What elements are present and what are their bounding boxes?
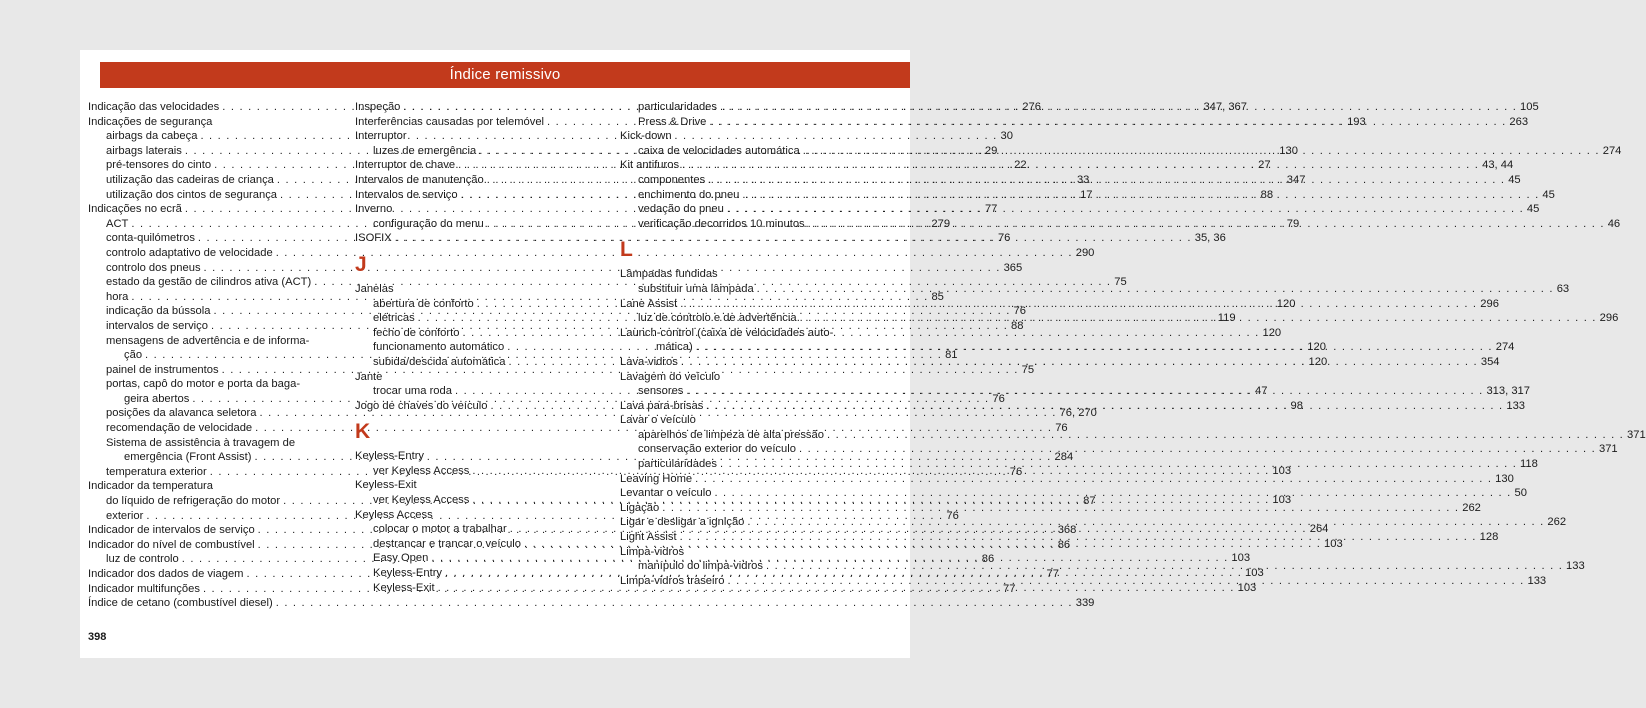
dot-leader [766,559,1563,574]
dot-leader [727,202,1524,217]
entry-text: Kit antifuros [620,159,680,172]
entry-page-ref: 347, 367 [1203,101,1247,113]
entry-text: estado da gestão de cilindros ativa (ACT) [106,276,312,289]
entry-page-ref: 120 [1307,341,1326,354]
dot-leader [686,384,1483,399]
entry-text: destrancar e trancar o veículo [373,537,521,550]
entry-page-ref: 76 [946,509,959,522]
entry-text: painel de instrumentos [106,363,219,376]
entry-text: recomendação de velocidade [106,422,253,435]
entry-text: ver Keyless Access [373,494,470,507]
entry-text: elétricas [373,312,415,325]
entry-page-ref: 279 [931,217,951,230]
index-entry [620,472,1514,487]
entry-text: Keyless-Exit [373,581,435,594]
entry-text: Indicador dos dados de viagem [88,568,244,580]
entry-page-ref: 103 [1245,567,1264,580]
index-heading: Lâmpadas fundidas [620,268,718,281]
entry-text: trocar uma roda [373,385,452,398]
index-heading: Keyless-Entry [355,450,425,463]
entry-page-ref: 76 [997,232,1011,245]
entry-page-ref: 86 [1057,538,1071,551]
index-entry [88,596,1095,611]
entry-page-ref: 274 [1495,341,1515,354]
entry-text: subida/descida automática [373,355,506,368]
entry-text: colocar o motor a trabalhar [373,523,507,536]
index-heading: Kick-down [620,130,672,143]
entry-page-ref: 47 [1255,385,1268,398]
entry-page-ref: 103 [1231,552,1251,565]
entry-text: Indicador de intervalos de serviço [88,524,255,537]
entry-text: utilização das cadeiras de criança [106,173,274,186]
entry-text: Light Assist [620,531,677,544]
entry-page-ref: 75 [1114,276,1127,289]
dot-leader [727,574,1524,589]
page-title: Índice remissivo [100,62,910,88]
index-letter-heading: J [355,252,367,276]
dot-leader [706,399,1503,414]
entry-page-ref: 79 [1286,217,1300,230]
entry-text: Keyless-Entry [373,567,443,580]
entry-text: hora [106,290,129,303]
entry-text: Indicações no ecrã [88,203,182,216]
entry-text: Lane Assist [620,297,678,310]
entry-page-ref: 98 [1290,399,1303,412]
entry-page-ref: 193 [1347,115,1366,128]
entry-text: Ligação [620,501,660,514]
entry-page-ref: 86 [981,553,995,566]
entry-text: utilização dos cintos de segurança [106,188,278,201]
entry-page-ref: 118 [1520,458,1538,471]
entry-page-ref: 313, 317 [1486,385,1530,398]
entry-page-ref: 103 [1324,537,1343,550]
entry-text: Press & Drive [638,115,707,128]
entry-page-ref: 76 [1013,305,1026,318]
entry-page-ref: 76, 270 [1059,407,1097,420]
entry-page-ref: 45 [1542,188,1555,201]
entry-page-ref: 354 [1480,355,1500,368]
dot-leader [682,158,1479,173]
dot-leader [681,355,1478,370]
dot-leader [709,115,1506,130]
index-heading: Janelas [355,282,394,295]
index-heading: Limpa-vidros [620,545,685,558]
entry-text: Indicador multifunções [88,582,200,595]
entry-text: caixa de velocidades automática [638,144,800,157]
entry-text: sensores [638,385,684,398]
entry-text: Jogo de chaves do veículo [355,399,488,412]
entry-text: do líquido de refrigeração do motor [106,495,281,508]
entry-text: ISOFIX [355,232,392,245]
entry-text: posições da alavanca seletora [106,407,257,420]
entry-page-ref: 46 [1607,217,1621,230]
entry-page-ref: 290 [1075,246,1095,259]
dot-leader [799,442,1596,457]
entry-text: Levantar o veículo [620,487,712,500]
entry-page-ref: 45 [1526,203,1540,216]
entry-text: vedação do pneu [638,203,724,216]
index-heading: Indicações de segurança [88,115,213,128]
entry-page-ref: 276 [1022,101,1041,113]
entry-text: airbags laterais [106,144,182,157]
entry-text: geira abertos [124,392,190,405]
entry-text: aparelhos de limpeza de alta pressão [638,428,824,441]
index-heading: Interruptor [355,130,407,143]
entry-page-ref: 17 [1080,188,1093,201]
entry-text: Indicador do nível de combustível [88,538,255,551]
entry-text: Ligar e desligar a ignição [620,516,745,529]
entry-text: conservação exterior do veículo [638,443,796,456]
dot-leader [757,282,1554,297]
index-heading: Lavar o veículo [620,414,696,427]
entry-page-ref: 284 [1054,451,1074,464]
dot-leader [720,457,1517,472]
entry-page-ref: 77 [1046,568,1059,580]
entry-text: Inspeção [355,101,401,113]
entry-text: Índice de cetano (combustível diesel) [88,597,273,610]
entry-page-ref: 119 [1217,312,1236,325]
entry-text: conta-quilómetros [106,232,195,245]
dot-leader [696,340,1493,355]
dot-leader [680,530,1477,545]
entry-page-ref: 85 [931,290,944,303]
entry-page-ref: 105 [1520,101,1539,113]
entry-text: substituir uma lâmpada [638,282,754,295]
entry-page-ref: 133 [1527,574,1547,587]
entry-page-ref: 22 [1014,159,1027,172]
index-heading: Sistema de assistência à travagem de [106,436,296,449]
dot-leader [720,100,1517,115]
entry-page-ref: 27 [1258,159,1271,172]
entry-text: airbags da cabeça [106,130,198,143]
entry-page-ref: 262 [1547,516,1567,529]
entry-page-ref: 262 [1462,501,1481,514]
entry-text: configuração do menu [373,217,484,230]
index-heading: Keyless Access [355,508,433,521]
entry-text: Intervalos de serviço [355,188,458,201]
entry-page-ref: 274 [1602,144,1622,157]
entry-page-ref: 120 [1262,326,1282,339]
dot-leader [695,472,1492,487]
entry-page-ref: 76 [992,392,1005,405]
entry-page-ref: 77 [1002,582,1016,595]
entry-page-ref: 88 [1011,319,1024,332]
entry-text: fecho de conforto [373,326,460,339]
index-heading: Launch-control (caixa de velocidades auto- [620,326,834,339]
entry-text: controlo dos pneus [106,261,201,274]
entry-text: manípulo do limpa-vidros [638,560,763,573]
entry-text: Interruptor de chave [355,159,456,172]
entry-page-ref: 77 [984,203,998,216]
index-heading: Lavagem do veículo [620,370,721,383]
dot-leader [662,501,1459,516]
entry-text: componentes [638,173,706,186]
entry-page-ref: 296 [1480,297,1499,310]
entry-page-ref: 29 [984,144,998,157]
entry-page-ref: 87 [1083,495,1096,508]
entry-page-ref: 130 [1495,472,1514,485]
dot-leader [800,311,1597,326]
index-heading: Keyless-Exit [355,479,417,492]
entry-text: temperatura exterior [106,465,207,478]
entry-text: controlo adaptativo de velocidade [106,246,273,259]
entry-text: abertura de conforto [373,297,474,310]
entry-page-ref: 45 [1508,173,1521,186]
entry-page-ref: 33 [1076,173,1090,186]
entry-text: ACT [106,217,129,230]
entry-page-ref: 371 [1627,428,1646,441]
index-heading: Indicador da temperatura [88,480,214,493]
entry-page-ref: 128 [1479,531,1499,544]
dot-leader [708,173,1505,188]
index-heading: Inverno [355,203,393,216]
entry-text: verificação decorridos 10 minutos [638,217,805,230]
entry-text: Intervalos de manutenção [355,173,484,186]
entry-text: particularidades [638,458,717,471]
entry-text: enchimento do pneu [638,188,740,201]
entry-text: Lava-vidros [620,355,678,368]
entry-page-ref: 133 [1566,560,1585,573]
entry-page-ref: 120 [1308,355,1328,368]
entry-page-ref: 63 [1556,282,1570,295]
entry-text: ção [124,349,143,362]
index-entry [620,442,1618,457]
entry-page-ref: 88 [1260,188,1274,201]
entry-page-ref: 130 [1279,144,1298,157]
entry-page-ref: 76 [1055,422,1068,435]
entry-text: intervalos de serviço [106,319,208,332]
entry-text: Leaving Home [620,472,693,485]
entry-page-ref: 103 [1237,581,1257,594]
entry-text: emergência (Front Assist) [124,451,252,464]
dot-leader [808,217,1605,232]
dot-leader [742,188,1539,203]
entry-page-ref: 50 [1514,487,1527,500]
entry-page-ref: 43, 44 [1482,159,1514,172]
page-number: 398 [88,631,107,643]
entry-page-ref: 81 [945,349,958,362]
dot-leader [680,297,1477,312]
dot-leader [462,326,1259,341]
entry-text: luzes de emergência [373,144,477,157]
entry-text: particularidades [638,101,717,113]
dot-leader [827,428,1624,443]
entry-page-ref: 120 [1276,297,1296,310]
entry-page-ref: 339 [1075,597,1095,610]
dot-leader [803,144,1600,159]
index-heading: portas, capô do motor e porta da baga- [106,378,301,391]
entry-text: indicação da bússola [106,305,211,318]
entry-page-ref: 76 [1009,465,1023,478]
entry-text: Indicação das velocidades [88,101,220,113]
index-heading: mensagens de advertência e de informa- [106,334,310,347]
entry-text: Easy Open [373,552,429,565]
index-letter-heading: L [620,238,633,262]
entry-page-ref: 296 [1599,312,1619,325]
entry-page-ref: 35, 36 [1194,232,1226,245]
dot-leader [714,486,1511,501]
dot-leader [747,515,1544,530]
entry-page-ref: 103 [1272,494,1292,507]
index-entry [88,246,1095,261]
entry-page-ref: 365 [1003,261,1023,274]
entry-page-ref: 103 [1272,464,1292,477]
index-letter-heading: K [355,420,371,444]
dot-leader [204,261,1001,276]
entry-text: funcionamento automático [373,341,505,354]
entry-text: pré-tensores do cinto [106,159,212,172]
entry-page-ref: 133 [1506,399,1526,412]
entry-text: Lava para-brisas [620,399,704,412]
entry-text: mática) [656,341,693,354]
dot-leader [276,596,1073,611]
entry-page-ref: 371 [1598,443,1618,456]
entry-text: luz de controlo [106,553,179,566]
entry-text: ver Keyless Access [373,464,470,477]
entry-text: luz de controlo e de advertência [638,312,797,325]
entry-text: Interferências causadas por telemóvel [355,115,545,128]
entry-page-ref: 75 [1021,363,1035,376]
entry-page-ref: 368 [1057,524,1077,537]
entry-page-ref: 264 [1309,523,1329,536]
entry-text: exterior [106,509,144,522]
entry-text: Limpa-vidros traseiro [620,574,725,587]
entry-page-ref: 347 [1286,173,1306,186]
entry-page-ref: 30 [1000,130,1013,143]
entry-page-ref: 263 [1509,115,1529,128]
index-heading: Jante [355,370,383,383]
